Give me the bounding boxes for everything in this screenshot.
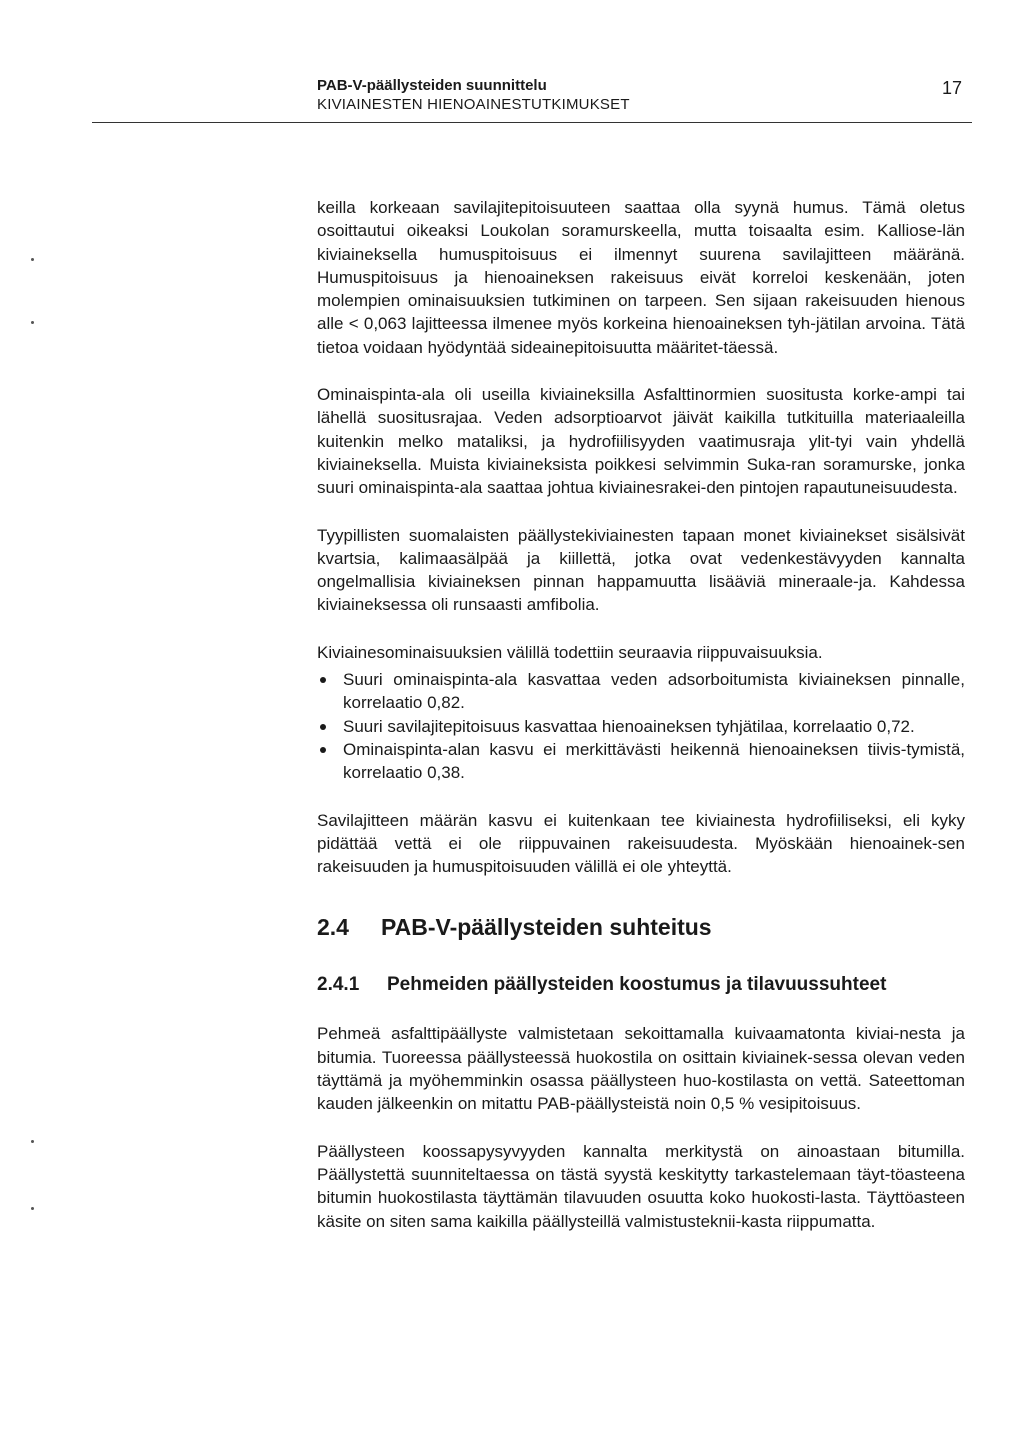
section-number: 2.4 [317,914,349,941]
section-title: PAB-V-päällysteiden suhteitus [381,914,712,941]
paragraph: Pehmeä asfalttipäällyste valmistetaan sekoittamalla kuivaamatonta kiviai-nesta ja bitumia. Tuoreessa päällysteessä huokostila on osittain kiviainek-sessa olevan veden täyttämä ja myöhemminkin osassa päällysteen huo-kostilasta on vettä. Sateettoman kauden jälkeenkin on mitattu PAB-päällysteistä noin 0,5 % vesipitoisuus. [317,1024,965,1114]
subsection-number: 2.4.1 [317,974,360,996]
header-title: PAB-V-päällysteiden suunnittelu [317,77,547,94]
paragraph: Savilajitteen määrän kasvu ei kuitenkaan tee kiviainesta hydrofiiliseksi, eli kyky pidättää vettä ei ole riippuvainen rakeisuudesta. Myöskään hienoainek-sen rakeisuuden ja humuspitoisuuden välillä ei ole yhteyttä. [317,810,965,877]
paragraph: Tyypillisten suomalaisten päällystekiviainesten tapaan monet kiviainekset sisälsivät kvartsia, kalimaasälpää ja kiillettä, jotka ovat vedenkestävyyden kannalta ongelmallisia kiviaineksen pinnan happamuutta lisääviä mineraale-ja. Kahdessa kiviaineksessa oli runsaasti amfibolia. [317,525,965,615]
list-item: Suuri ominaispinta-ala kasvattaa veden adsorboitumista kiviaineksen pinnalle, korrelaatio 0,82. [317,668,965,715]
section-heading [317,912,965,942]
margin-mark [31,1207,34,1210]
paragraph: Päällysteen koossapysyvyyden kannalta merkitystä on ainoastaan bitumilla. Päällystettä suunniteltaessa on tästä syystä keskitytty tarkastelemaan täyt-töasteena bitumin huokostilasta täyttämän tilavuuden osuutta koko huokosti-lasta. Täyttöasteen käsite on siten sama kaikilla päällysteillä valmistusteknii-kasta riippumatta. [317,1141,965,1231]
subsection-title: Pehmeiden päällysteiden koostumus ja tilavuussuhteet [387,974,887,996]
page-number: 17 [941,78,962,98]
body-content [317,196,965,1257]
list-item: Ominaispinta-alan kasvu ei merkittävästi heikennä hienoaineksen tiivis-tymistä, korrelaatio 0,38. [317,738,965,785]
subsection-heading [317,972,965,998]
paragraph: Kiviainesominaisuuksien välillä todettiin seuraavia riippuvaisuuksia. [317,642,823,662]
header-subtitle: KIVIAINESTEN HIENOAINESTUTKIMUKSET [317,96,630,113]
header-divider [92,122,972,123]
paragraph: Ominaispinta-ala oli useilla kiviaineksilla Asfalttinormien suositusta korke-ampi tai lähellä suositusrajaa. Veden adsorptioarvot jäivät kaikilla tutkituilla materiaaleilla kuitenkin melko mataliksi, ja hydrofiilisyyden vaatimusraja ylit-tyi vain yhdellä kiviaineksella. Muista kiviaineksista poikkesi selvimmin Suka-ran soramurske, jonka suuri ominaispinta-ala saattaa johtua kiviainesrakei-den pintojen rapautuneisuudesta. [317,385,965,498]
margin-mark [31,258,34,261]
paragraph: keilla korkeaan savilajitepitoisuuteen saattaa olla syynä humus. Tämä oletus osoittautui oikeaksi Loukolan soramurskeella, mutta toisaalta esim. Kalliose-län kiviaineksella humuspitoisuus ei ilmennyt suurena savilajitteen määränä. Humuspitoisuus ja hienoaineksen rakeisuus eivät korreloi keskenään, joten molempien ominaisuuksien tutkiminen on tarpeen. Sen sijaan rakeisuuden hienous alle < 0,063 lajitteessa ilmenee myös korkeina hienoaineksen tyh-jätilan arvoina. Tätä tietoa voidaan hyödyntää sideainepitoisuutta määritet-täessä. [317,198,965,357]
page-header [317,76,962,114]
margin-mark [31,1140,34,1143]
dependency-list [317,668,965,784]
margin-mark [31,321,34,324]
list-item: Suuri savilajitepitoisuus kasvattaa hienoaineksen tyhjätilaa, korrelaatio 0,72. [317,715,965,738]
